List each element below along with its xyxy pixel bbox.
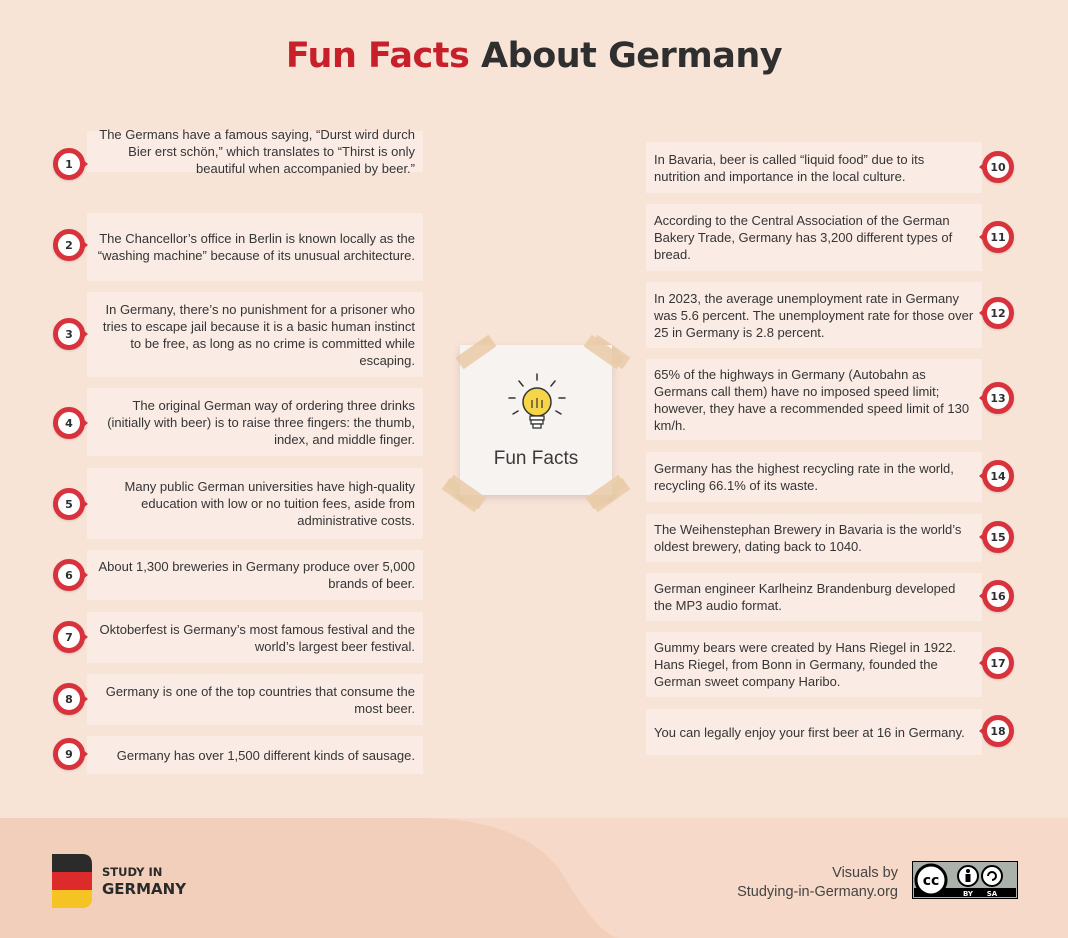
fact-number-badge: 4 — [53, 407, 85, 439]
fact-number-badge: 15 — [982, 521, 1014, 553]
lightbulb-icon — [505, 372, 569, 436]
fact-text: The original German way of ordering three drinks (initially with beer) is to raise three fingers: the thumb, index, and middle finger. — [107, 397, 415, 447]
fact-number-badge: 5 — [53, 488, 85, 520]
fact-text: In Bavaria, beer is called “liquid food” due to its nutrition and importance in the local culture. — [654, 151, 925, 184]
fact-card — [87, 292, 423, 377]
page-title: Fun Facts About Germany — [285, 36, 783, 76]
fact-text: Germany is one of the top countries that consume the most beer. — [105, 683, 415, 716]
note-label: Fun Facts — [493, 448, 579, 469]
fact-text: The Germans have a famous saying, “Durst wird durch Bier erst schön,” which translates to “Thirst is only beautiful when accompanied by beer.” — [99, 127, 415, 176]
fact-number-badge: 10 — [982, 151, 1014, 183]
germany-flag-logo — [52, 854, 92, 908]
fact-number-badge: 8 — [53, 683, 85, 715]
fact-card — [87, 674, 423, 725]
fact-card — [87, 612, 423, 663]
fact-number-badge: 9 — [53, 738, 85, 770]
fact-text: About 1,300 breweries in Germany produce over 5,000 brands of beer. — [98, 559, 415, 591]
fact-number-badge: 17 — [982, 647, 1014, 679]
fact-card — [646, 709, 982, 755]
fact-card — [87, 550, 423, 600]
fact-number-badge: 7 — [53, 621, 85, 653]
credit-text: Visuals by Studying-in-Germany.org — [737, 865, 898, 900]
fact-card — [646, 514, 982, 562]
fact-text: 65% of the highways in Germany (Autobahn as Germans call them) have no imposed speed limit; however, they have a recommended speed limit of 130 km/h. — [654, 366, 970, 433]
fact-number-badge: 13 — [982, 382, 1014, 414]
fact-number-badge: 14 — [982, 460, 1014, 492]
cc-label: cc — [922, 873, 940, 889]
fact-text: The Chancellor’s office in Berlin is known locally as the “washing machine” because of its unusual architecture. — [97, 231, 415, 263]
fact-text: According to the Central Association of the German Bakery Trade, Germany has 3,200 different types of bread. — [654, 213, 953, 262]
fact-number-badge: 12 — [982, 297, 1014, 329]
fact-text: Germany has the highest recycling rate in the world, recycling 66.1% of its waste. — [654, 461, 954, 493]
fact-card — [87, 388, 423, 456]
fact-text: German engineer Karlheinz Brandenburg developed the MP3 audio format. — [654, 581, 956, 613]
fact-text: You can legally enjoy your first beer at 16 in Germany. — [654, 724, 965, 740]
fact-number-badge: 3 — [53, 318, 85, 350]
fact-number-badge: 6 — [53, 559, 85, 591]
fact-text: In Germany, there’s no punishment for a prisoner who tries to escape jail because it is a basic human instinct to be free, as long as no crime is committed while escaping. — [102, 301, 415, 368]
fact-card — [646, 452, 982, 502]
fact-text: Germany has over 1,500 different kinds of sausage. — [116, 747, 415, 763]
fact-card — [646, 282, 982, 348]
study-in-germany-logo-text: STUDY IN GERMANY — [102, 865, 187, 898]
fact-card — [646, 142, 982, 193]
sa-label: SA — [986, 890, 998, 898]
fact-number-badge: 1 — [53, 148, 85, 180]
fact-card — [646, 632, 982, 697]
fact-card — [87, 127, 423, 176]
fact-text: Gummy bears were created by Hans Riegel in 1922. Hans Riegel, from Bonn in Germany, founded the German sweet company Haribo. — [654, 640, 957, 689]
fact-number-badge: 11 — [982, 221, 1014, 253]
fact-text: The Weihenstephan Brewery in Bavaria is the world’s oldest brewery, dating back to 1040. — [654, 522, 962, 554]
fact-text: In 2023, the average unemployment rate in Germany was 5.6 percent. The unemployment rate for those over 25 in Germany is 2.8 percent. — [654, 290, 974, 340]
by-label: BY — [962, 890, 974, 898]
fact-text: Many public German universities have high-quality education with low or no tuition fees, aside from administrative costs. — [124, 479, 415, 528]
fact-number-badge: 16 — [982, 580, 1014, 612]
fact-card — [87, 213, 423, 281]
fact-text: Oktoberfest is Germany’s most famous festival and the world’s largest beer festival. — [99, 621, 415, 654]
fact-card — [87, 468, 423, 539]
cc-by-sa-license-icon[interactable] — [912, 861, 1018, 899]
fact-card — [87, 736, 423, 774]
fact-card — [646, 204, 982, 271]
fact-number-badge: 18 — [982, 715, 1014, 747]
fact-number-badge: 2 — [53, 229, 85, 261]
fact-card — [646, 359, 982, 440]
fact-card — [646, 573, 982, 621]
